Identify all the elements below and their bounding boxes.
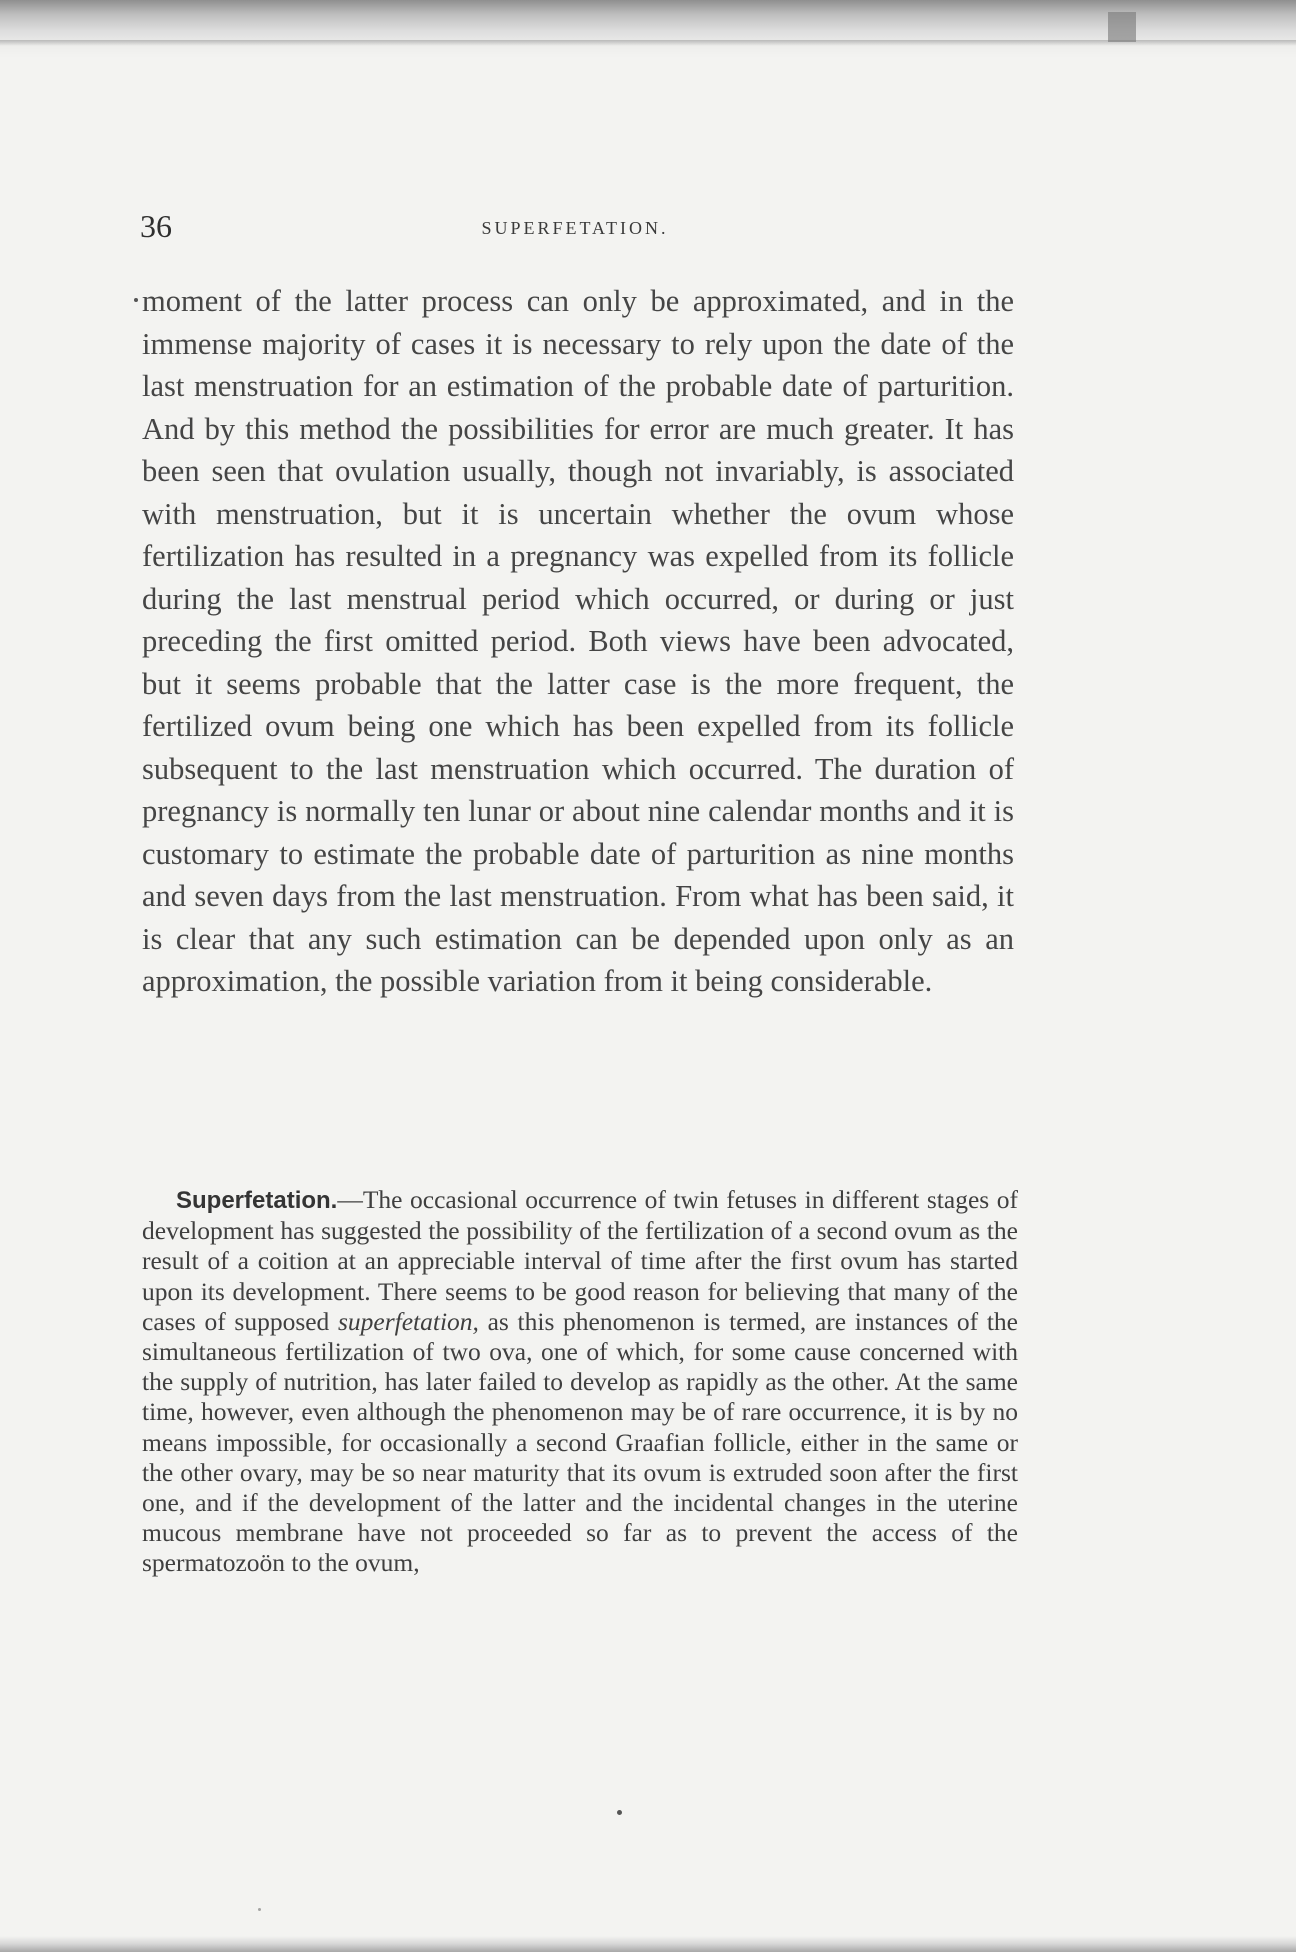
scan-corner-mark <box>1108 12 1136 42</box>
section-emphasis: superfetation, <box>337 1306 479 1336</box>
page-header <box>140 208 1010 248</box>
scan-bottom-shadow <box>0 1936 1296 1952</box>
superfetation-paragraph <box>142 1185 1018 1579</box>
page-number: 36 <box>140 208 172 244</box>
section-text-part-1: —The occasional occurrence of twin fetuses in different stages of development has suggested the possibility of the fertilization of a second ovum as the result of a coition at an appreciable interval of time after the first ovum has started upon its development. There seems to be good reason for believing that many of the cases of supposed <box>142 1185 1018 1336</box>
scan-speck-1 <box>134 298 138 302</box>
page-top-edge <box>0 40 1296 46</box>
section-heading: Superfetation. <box>176 1187 338 1214</box>
section-text-part-2: as this phenomenon is termed, are instances of the simultaneous fertilization of two ova, one of which, for some cause concerned with the supply of nutrition, has later failed to develop as rapidly as the other. At the same time, however, even although the phenomenon may be of rare occurrence, it is by no means impossible, for occasionally a second Graafian follicle, either in the same or the other ovary, may be so near maturity that its ovum is extruded soon after the first one, and if the development of the latter and the incidental changes in the uterine mucous membrane have not proceeded so far as to prevent the access of the spermatozoön to the ovum, <box>142 1306 1018 1578</box>
scan-speck-2 <box>617 1810 622 1815</box>
scan-top-shadow <box>0 0 1296 58</box>
scan-speck-3 <box>258 1908 261 1911</box>
continued-paragraph: moment of the latter process can only be approximated, and in the immense majority of cases it is necessary to rely upon the date of the last menstruation for an estimation of the probable date of parturition. And by this method the possibilities for error are much greater. It has been seen that ovulation usually, though not invariably, is associated with menstruation, but it is uncertain whether the ovum whose fertilization has resulted in a pregnancy was expelled from its follicle during the last menstrual period which occurred, or during or just preceding the first omitted period. Both views have been advocated, but it seems probable that the latter case is the more frequent, the fertilized ovum being one which has been expelled from its follicle subsequent to the last menstruation which occurred. The duration of pregnancy is normally ten lunar or about nine calendar months and it is customary to estimate the probable date of parturition as nine months and seven days from the last menstruation. From what has been said, it is clear that any such estimation can be depended upon only as an approximation, the possible variation from it being considerable. <box>142 284 1014 998</box>
running-head: SUPERFETATION. <box>481 218 669 238</box>
